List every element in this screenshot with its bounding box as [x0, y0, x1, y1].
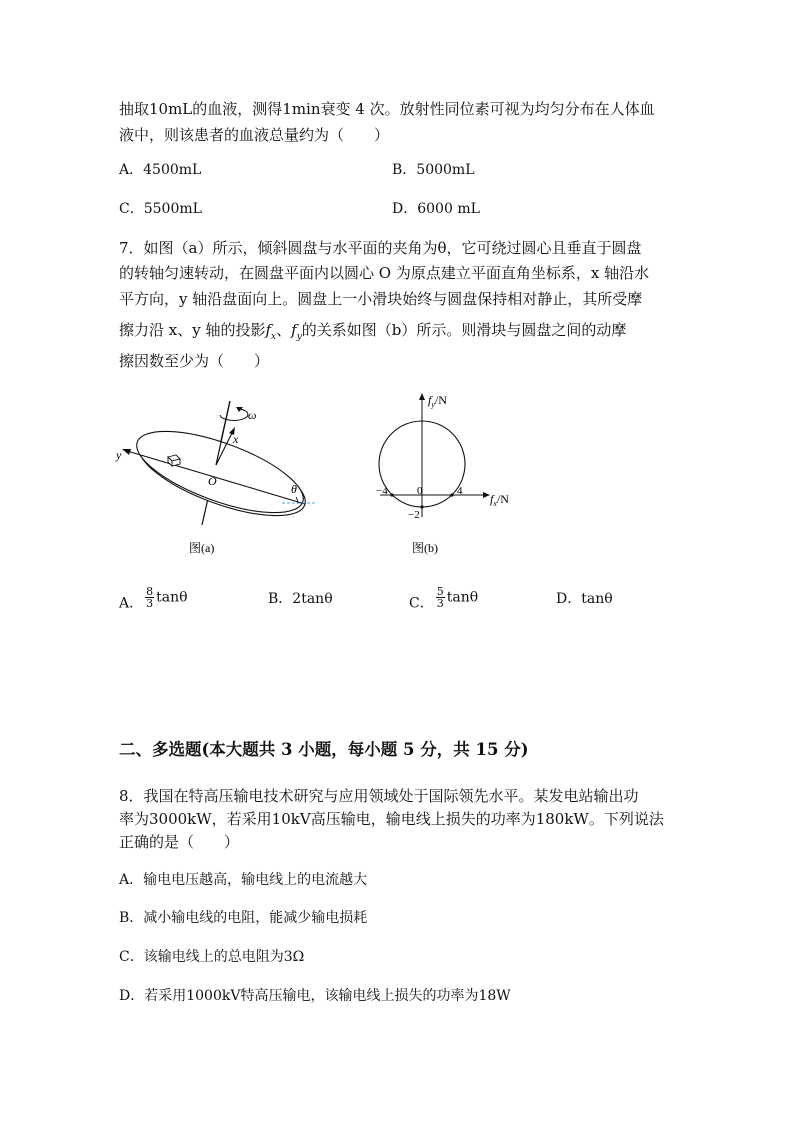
- section-2-heading: 二、多选题(本大题共 3 小题，每小题 5 分，共 15 分): [119, 740, 529, 759]
- q8-option-a[interactable]: A．输电电压越高，输电线上的电流越大: [119, 872, 368, 888]
- q7-text-line-2: 的转轴匀速转动，在圆盘平面内以圆心 O 为原点建立平面直角坐标系，x 轴沿水: [119, 264, 650, 282]
- tick-4: 4: [457, 485, 463, 497]
- omega-label: ω: [248, 408, 257, 422]
- fx-axis-label: $f_x/N$: [490, 492, 509, 508]
- tick-neg2: −2: [408, 509, 420, 521]
- figure-b-friction-graph: [360, 385, 530, 565]
- q8-text-line-2: 率为3000kW，若采用10kV高压输电，输电线上损失的功率为180kW。下列说法: [119, 810, 664, 828]
- q8-option-d[interactable]: D．若采用1000kV特高压输电，该输电线上损失的功率为18W: [119, 988, 511, 1004]
- fy-axis-label: $f_y/N$: [428, 393, 447, 409]
- origin-label: O: [208, 474, 217, 488]
- y-label: y: [116, 448, 122, 462]
- x-label: x: [233, 432, 239, 446]
- q7-option-d[interactable]: D．tanθ: [556, 591, 613, 607]
- figure-b-caption: 图(b): [412, 541, 438, 555]
- q8-option-b[interactable]: B．减小输电线的电阻，能减少输电损耗: [119, 910, 368, 926]
- tick-0: 0: [417, 485, 423, 497]
- q7-text-line-4: 擦力沿 x、y 轴的投影$f_x$、$f_y$的关系如图（b）所示。则滑块与圆盘之间的动摩: [119, 321, 627, 342]
- q6-text-line-1: 抽取10mL的血液，测得1min衰变 4 次。放射性同位素可视为均匀分布在人体血: [119, 100, 655, 118]
- q6-text-line-2: 液中，则该患者的血液总量约为（ ）: [119, 126, 390, 144]
- q8-text-line-1: 8．我国在特高压输电技术研究与应用领域处于国际领先水平。某发电站输出功: [119, 787, 639, 805]
- q8-text-line-3: 正确的是（ ）: [119, 833, 240, 851]
- q6-option-a[interactable]: A．4500mL: [119, 162, 202, 178]
- q6-option-c[interactable]: C．5500mL: [119, 201, 202, 217]
- figure-a-tilted-disk: [112, 395, 327, 565]
- q7-text-line-3: 平方向，y 轴沿盘面向上。圆盘上一小滑块始终与圆盘保持相对静止，其所受摩: [119, 290, 643, 308]
- theta-label: θ: [291, 482, 297, 496]
- q7-option-a[interactable]: A． $\frac{8}{3}$ tanθ: [119, 585, 188, 612]
- q7-text-line-1: 7．如图（a）所示，倾斜圆盘与水平面的夹角为θ，它可绕过圆心且垂直于圆盘: [119, 239, 642, 257]
- q7-option-b[interactable]: B．2tanθ: [268, 591, 333, 607]
- tick-neg4: −4: [376, 485, 388, 497]
- q7-option-c[interactable]: C． $\frac{5}{3}$ tanθ: [409, 585, 479, 612]
- figure-a-caption: 图(a): [189, 541, 215, 555]
- slider-block: [168, 455, 180, 466]
- q6-option-d[interactable]: D．6000 mL: [392, 201, 480, 217]
- point-neg4: [390, 493, 393, 496]
- q8-option-c[interactable]: C．该输电线上的总电阻为3Ω: [119, 949, 305, 965]
- point-neg2: [420, 505, 423, 508]
- q6-option-b[interactable]: B．5000mL: [392, 162, 475, 178]
- point-4: [450, 493, 453, 496]
- q7-text-line-5: 擦因数至少为（ ）: [119, 352, 270, 370]
- omega-arrow: [220, 409, 248, 420]
